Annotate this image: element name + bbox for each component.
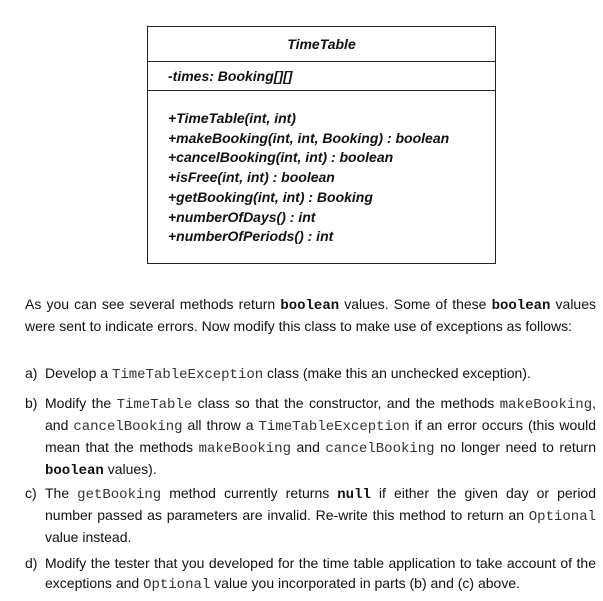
intro-paragraph: As you can see several methods return boolean values. Some of these boolean values were sent to indicate errors. Now modify this class to make use of exceptions as follows: <box>25 296 596 334</box>
uml-class-diagram <box>147 26 496 264</box>
uml-method: +cancelBooking(int, int) : boolean <box>168 149 394 166</box>
item-label: c) <box>25 485 37 501</box>
uml-class-name: TimeTable <box>148 27 495 62</box>
list-item-c <box>25 483 596 547</box>
uml-method: +numberOfDays() : int <box>168 208 316 225</box>
uml-method: +isFree(int, int) : boolean <box>168 169 335 186</box>
list-item-d <box>25 553 596 595</box>
item-label: d) <box>25 555 38 571</box>
uml-method: +TimeTable(int, int) <box>168 110 296 126</box>
item-text: Modify the TimeTable class so that the constructor, and the methods makeBooking, and cancelBooking all throw a TimeTableException if an error occurs (this would mean that the methods makeBooking and cancelBooking no longer need to return boolean values). <box>45 395 597 479</box>
uml-method: +makeBooking(int, int, Booking) : boolean <box>168 129 450 146</box>
item-label: a) <box>25 365 38 381</box>
item-label: b) <box>25 395 38 411</box>
uml-attribute: -times: Booking[][] <box>148 62 495 91</box>
uml-methods <box>148 91 495 247</box>
item-text: Develop a TimeTableException class (make this an unchecked exception). <box>45 365 531 383</box>
uml-method: +numberOfPeriods() : int <box>168 228 334 245</box>
list-item-a <box>25 363 596 385</box>
item-text: Modify the tester that you developed for the time table application to take account of the exceptions and Optional value you incorporated in parts (b) and (c) above. <box>45 555 596 593</box>
item-text: The getBooking method currently returns null if either the given day or period number passed as parameters are invalid. Re-write this method to return an Optional value instead. <box>45 485 597 545</box>
list-item-b <box>25 393 596 481</box>
uml-method: +getBooking(int, int) : Booking <box>168 188 373 205</box>
